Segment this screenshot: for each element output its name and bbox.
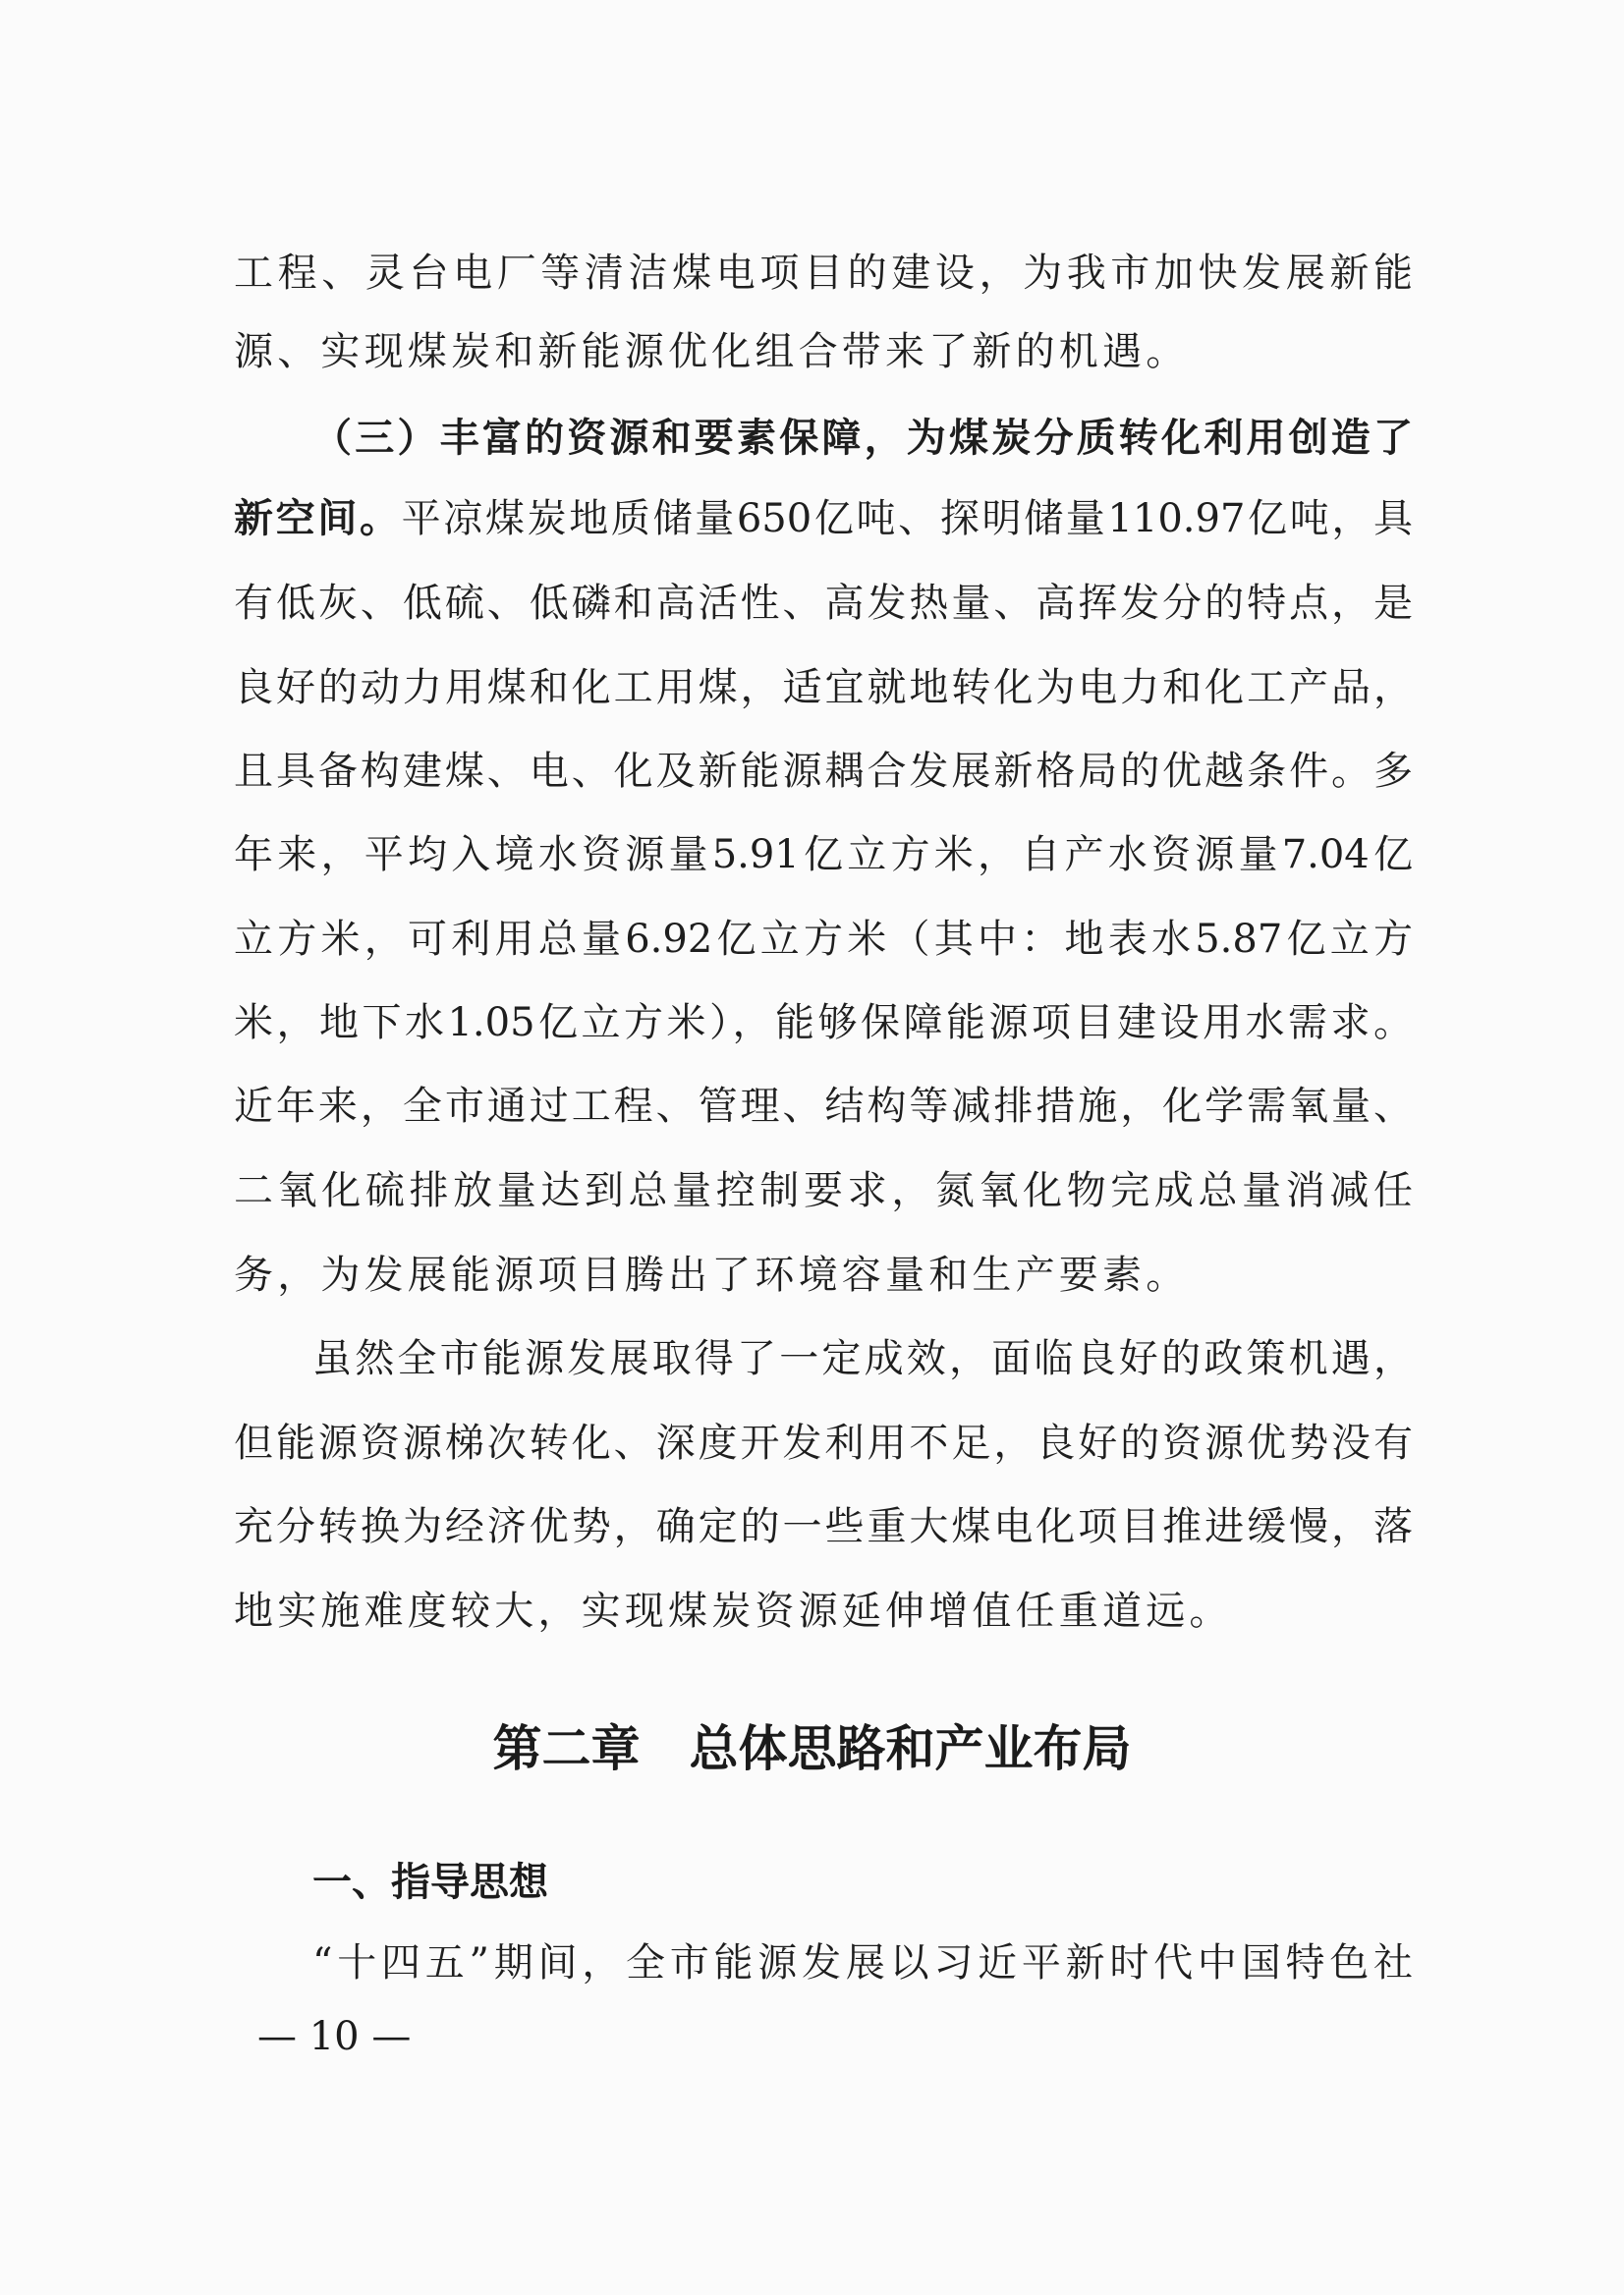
paragraph-line: 地实施难度较大，实现煤炭资源延伸增值任重道远。 bbox=[234, 1589, 1233, 1634]
subsection-heading: （三）丰富的资源和要素保障，为煤炭分质转化利用创造了 bbox=[312, 416, 1413, 461]
paragraph-line: 米，地下水1.05亿立方米），能够保障能源项目建设用水需求。 bbox=[234, 1000, 1413, 1045]
page-number: — 10 — bbox=[257, 2014, 412, 2059]
subsection-heading-tail: 新空间。 bbox=[234, 496, 402, 541]
paragraph-line: 虽然全市能源发展取得了一定成效，面临良好的政策机遇， bbox=[312, 1336, 1413, 1381]
paragraph-line: 源、实现煤炭和新能源优化组合带来了新的机遇。 bbox=[234, 329, 1190, 374]
chapter-title: 第二章 总体思路和产业布局 bbox=[492, 1719, 1132, 1777]
paragraph-line bbox=[234, 491, 1413, 546]
paragraph-line: 但能源资源梯次转化、深度开发利用不足，良好的资源优势没有 bbox=[234, 1421, 1413, 1466]
paragraph-line: 工程、灵台电厂等清洁煤电项目的建设，为我市加快发展新能 bbox=[234, 251, 1413, 296]
paragraph-line: 立方米，可利用总量6.92亿立方米（其中：地表水5.87亿立方 bbox=[234, 917, 1413, 962]
paragraph-line: 二氧化硫排放量达到总量控制要求，氮氧化物完成总量消减任 bbox=[234, 1168, 1413, 1213]
paragraph-line: 且具备构建煤、电、化及新能源耦合发展新格局的优越条件。多 bbox=[234, 749, 1413, 794]
paragraph-line: “十四五”期间，全市能源发展以习近平新时代中国特色社 bbox=[312, 1940, 1413, 1986]
paragraph-line: 近年来，全市通过工程、管理、结构等减排措施，化学需氧量、 bbox=[234, 1084, 1413, 1129]
paragraph-line: 务，为发展能源项目腾出了环境容量和生产要素。 bbox=[234, 1253, 1190, 1298]
paragraph-line: 良好的动力用煤和化工用煤，适宜就地转化为电力和化工产品， bbox=[234, 665, 1413, 710]
section-title: 一、指导思想 bbox=[312, 1860, 548, 1905]
paragraph-line: 有低灰、低硫、低磷和高活性、高发热量、高挥发分的特点，是 bbox=[234, 581, 1413, 626]
paragraph-line: 充分转换为经济优势，确定的一些重大煤电化项目推进缓慢，落 bbox=[234, 1504, 1413, 1549]
paragraph-text: 平凉煤炭地质储量650亿吨、探明储量110.97亿吨，具 bbox=[401, 496, 1414, 541]
paragraph-line: 年来，平均入境水资源量5.91亿立方米，自产水资源量7.04亿 bbox=[234, 832, 1413, 877]
